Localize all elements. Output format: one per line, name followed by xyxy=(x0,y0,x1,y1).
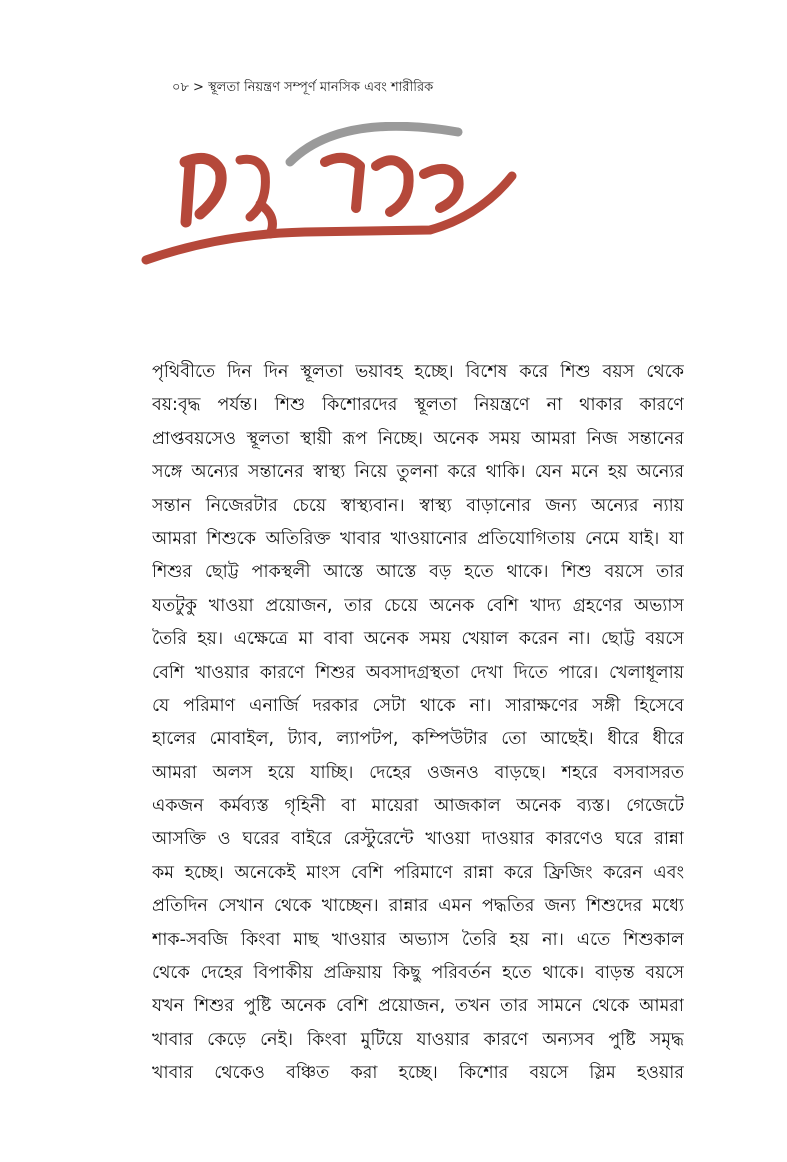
body-text xyxy=(152,356,684,1091)
body-line: প্রাপ্তবয়সেও স্থূলতা স্থায়ী রূপ নিচ্ছে। অনেক সময় আমরা নিজ সন্তানের xyxy=(152,428,684,449)
body-line: যতটুকু খাওয়া প্রয়োজন, তার চেয়ে অনেক বেশি খাদ্য গ্রহণের অভ্যাস xyxy=(152,595,684,616)
body-line: প্রতিদিন সেখান থেকে খাচ্ছেন। রান্নার এমন পদ্ধতির জন্য শিশুদের মধ্যে xyxy=(152,896,684,917)
body-line: শিশুর ছোট্ট পাকস্থলী আস্তে আস্তে বড় হতে থাকে। শিশু বয়সে তার xyxy=(152,562,684,583)
body-line: বয়:বৃদ্ধ পর্যন্ত। শিশু কিশোরদের স্থূলতা নিয়ন্ত্রণে না থাকার কারণে xyxy=(152,395,684,416)
logo-stroke-mbha xyxy=(325,158,459,212)
body-line: খাবার থেকেও বঞ্চিত করা হচ্ছে। কিশোর বয়সে স্লিম হওয়ার xyxy=(152,1063,684,1084)
body-line: যখন শিশুর পুষ্টি অনেক বেশি প্রয়োজন, তখন তার সামনে থেকে আমরা xyxy=(152,996,684,1017)
page-number: ০৮ xyxy=(172,80,189,95)
body-line: হালের মোবাইল, ট্যাব, ল্যাপটপ, কম্পিউটার তো আছেই। ধীরে ধীরে xyxy=(152,729,684,750)
logo-stroke-pra xyxy=(185,158,221,222)
body-line: বেশি খাওয়ার কারণে শিশুর অবসাদগ্রস্থতা দেখা দিতে পারে। খেলাধূলায় xyxy=(152,662,684,683)
body-line: শাক-সবজি কিংবা মাছ খাওয়ার অভ্যাস তৈরি হয় না। এতে শিশুকাল xyxy=(152,929,684,950)
body-line: একজন কর্মব্যস্ত গৃহিনী বা মায়েরা আজকাল অনেক ব্যস্ত। গেজেটে xyxy=(152,796,684,817)
logo-text: প্রারম্ভ xyxy=(330,190,340,195)
body-line: খাবার কেড়ে নেই। কিংবা মুটিয়ে যাওয়ার কারণে অন্যসব পুষ্টি সমৃদ্ধ xyxy=(152,1029,684,1050)
chapter-title-logo xyxy=(140,122,530,272)
body-line: কম হচ্ছে। অনেকেই মাংস বেশি পরিমাণে রান্না করে ফ্রিজিং করেন এবং xyxy=(152,862,684,883)
body-line: আমরা শিশুকে অতিরিক্ত খাবার খাওয়ানোর প্রতিযোগিতায় নেমে যাই। যা xyxy=(152,528,684,549)
body-line: তৈরি হয়। এক্ষেত্রে মা বাবা অনেক সময় খেয়াল করেন না। ছোট্ট বয়সে xyxy=(152,629,684,650)
header-separator: > xyxy=(193,80,204,95)
body-line: সন্তান নিজেরটার চেয়ে স্বাস্থ্যবান। স্বাস্থ্য বাড়ানোর জন্য অন্যের ন্যায় xyxy=(152,495,684,516)
body-line: থেকে দেহের বিপাকীয় প্রক্রিয়ায় কিছু পরিবর্তন হতে থাকে। বাড়ন্ত বয়সে xyxy=(152,963,684,984)
logo-stroke-ra xyxy=(240,159,272,234)
running-header xyxy=(172,78,433,99)
body-line: আসক্তি ও ঘরের বাইরে রেস্টুরেন্টে খাওয়া দাওয়ার কারণেও ঘরে রান্না xyxy=(152,829,684,850)
body-line: পৃথিবীতে দিন দিন স্থূলতা ভয়াবহ হচ্ছে। বিশেষ করে শিশু বয়স থেকে xyxy=(152,362,684,382)
body-line: সঙ্গে অন্যের সন্তানের স্বাস্থ্য নিয়ে তুলনা করে থাকি। যেন মনে হয় অন্যের xyxy=(152,462,684,483)
logo-arc-stroke xyxy=(290,126,458,162)
body-line: যে পরিমাণ এনার্জি দরকার সেটা থাকে না। সারাক্ষণের সঙ্গী হিসেবে xyxy=(152,695,684,716)
body-line: আমরা অলস হয়ে যাচ্ছি। দেহের ওজনও বাড়ছে। শহরে বসবাসরত xyxy=(152,762,684,783)
running-title: স্থূলতা নিয়ন্ত্রণ সম্পূর্ণ মানসিক এবং শারীরিক xyxy=(208,80,434,95)
